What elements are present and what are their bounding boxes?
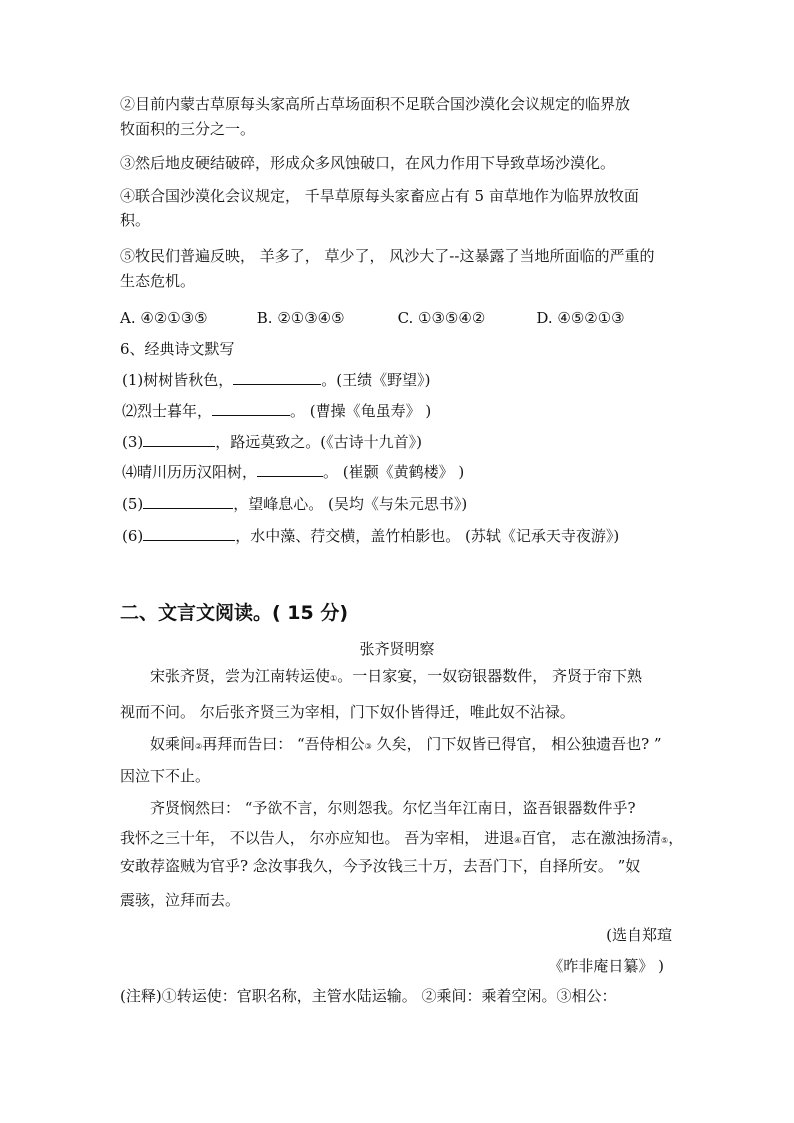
answer-blank[interactable] (257, 462, 323, 477)
q6-item-prefix: (3) (122, 433, 144, 451)
passage-p3-line3: 安敢荐盗贼为官乎? 念汝事我久，今予汝钱三十万，去吾门下，自择所安。 ”奴 (120, 857, 641, 875)
q6-item-6 (122, 526, 619, 546)
q5-item5-line1: ⑤牧民们普遍反映， 羊多了， 草少了， 风沙大了--这暴露了当地所面临的严重的 (120, 247, 655, 265)
passage-text: 久矣， 门下奴皆已得官， 相公独遗吾也? ” (371, 735, 662, 753)
q6-item-suffix: ，水中藻、荇交横，盖竹柏影也。 (苏轼《记承天寺夜游》) (235, 527, 620, 545)
passage-p2-line2: 因泣下不止。 (120, 767, 211, 785)
source-line1: (选自郑瑄 (606, 926, 672, 944)
q6-item-suffix: 。 (曹操《龟虽寿》 ) (290, 402, 432, 420)
section-heading: 二、文言文阅读。( 15 分) (120, 602, 349, 624)
answer-blank[interactable] (233, 370, 321, 385)
footnote-marker: ⑤ (661, 836, 669, 845)
footnote-marker: ① (330, 674, 338, 683)
answer-blank[interactable] (143, 432, 215, 447)
q5-item2-line2: 牧面积的三分之一。 (120, 120, 256, 138)
footnote-marker: ② (195, 742, 203, 751)
q6-item-prefix: (5) (122, 495, 144, 513)
passage-p3-line2 (120, 828, 683, 851)
source-line2: 《昨非庵日纂》 ) (548, 957, 664, 975)
q5-item5-line2: 生态危机。 (120, 272, 196, 290)
passage-title: 张齐贤明察 (359, 640, 435, 658)
passage-text: 宋张齐贤，尝为江南转运使 (150, 667, 331, 685)
passage-text: ， (668, 829, 684, 847)
q5-item4-line2: 积。 (120, 211, 151, 229)
q6-title: 6、经典诗文默写 (120, 340, 235, 358)
annotations: (注释)①转运使：官职名称，主管水陆运输。 ②乘间：乘着空闲。③相公： (120, 987, 617, 1005)
q6-item-1 (122, 370, 430, 390)
q6-item-prefix: (6) (122, 527, 144, 545)
q6-item-prefix: ⑵烈士暮年， (122, 402, 213, 420)
q6-item-prefix: ⑷晴川历历汉阳树， (122, 463, 258, 481)
footnote-marker: ③ (364, 742, 372, 751)
q5-item2-line1: ②目前内蒙古草原每头家高所占草场面积不足联合国沙漠化会议规定的临界放 (120, 95, 631, 113)
q5-item3: ③然后地皮硬结破碎，形成众多风蚀破口，在风力作用下导致草场沙漠化。 (120, 154, 616, 172)
passage-text: 再拜而告曰： “吾侍相公 (202, 735, 365, 753)
passage-p1-line1 (150, 666, 642, 689)
footnote-marker: ④ (514, 836, 522, 845)
q6-item-4 (122, 462, 464, 482)
passage-p1-line2: 视而不问。 尔后张齐贤三为宰相，门下奴仆皆得迁，唯此奴不沾禄。 (120, 703, 575, 721)
q6-item-suffix: ，路远莫致之。(《古诗十九首》) (215, 433, 422, 451)
q5-options (120, 308, 625, 328)
option-a[interactable]: A. ④②①③⑤ (120, 309, 208, 327)
answer-blank[interactable] (143, 494, 233, 509)
option-d[interactable]: D. ④⑤②①③ (536, 309, 625, 327)
passage-p2-line1 (150, 734, 662, 757)
option-b[interactable]: B. ②①③④⑤ (256, 309, 345, 327)
q6-item-suffix: ，望峰息心。 (吴均《与朱元思书》) (233, 495, 468, 513)
passage-p3-line4: 震骇，泣拜而去。 (120, 891, 241, 909)
passage-text: 百官， 志在激浊扬清 (521, 829, 662, 847)
passage-text: 我怀之三十年， 不以告人， 尔亦应知也。 吾为宰相， 进退 (120, 829, 515, 847)
q6-item-prefix: (1)树树皆秋色， (122, 371, 234, 389)
answer-blank[interactable] (212, 401, 290, 416)
passage-text: 。一日家宴，一奴窃银器数件， 齐贤于帘下熟 (337, 667, 642, 685)
option-c[interactable]: C. ①③⑤④② (397, 309, 486, 327)
passage-p3-line1: 齐贤悯然曰： “予欲不言，尔则怨我。尔忆当年江南日，盗吾银器数件乎? (150, 799, 636, 817)
answer-blank[interactable] (143, 526, 235, 541)
q6-item-suffix: 。(王绩《野望》) (321, 371, 431, 389)
q5-item4-line1: ④联合国沙漠化会议规定， 千旱草原每头家畜应占有 5 亩草地作为临界放牧面 (120, 187, 639, 205)
passage-text: 奴乘间 (150, 735, 196, 753)
q6-item-3 (122, 432, 422, 452)
q6-item-2 (122, 401, 431, 421)
q6-item-suffix: 。 (崔颢《黄鹤楼》 ) (323, 463, 465, 481)
q6-item-5 (122, 494, 467, 514)
